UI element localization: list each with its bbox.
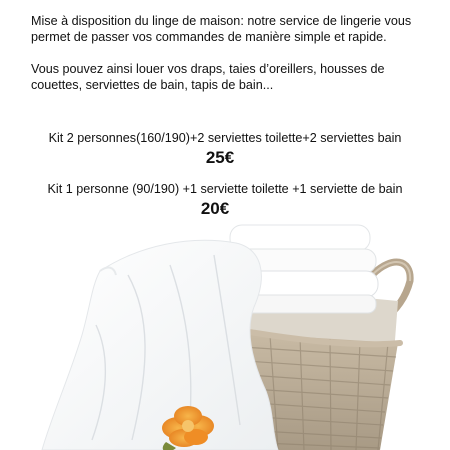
kit-two-persons-price: 25€ [205,148,235,167]
laundry-photo [0,215,450,450]
intro-paragraph-2: Vous pouvez ainsi louer vos draps, taies d’oreillers, housses de couettes, serviettes de bain, tapis de bain... [31,62,385,92]
kit-two-persons [0,130,450,168]
kit-one-person [0,181,450,219]
kit-one-person-price: 20€ [200,199,230,218]
intro-text [31,13,431,109]
kit-one-person-label: Kit 1 personne (90/190) +1 serviette toilette +1 serviette de bain [47,182,403,196]
kit-two-persons-label: Kit 2 personnes(160/190)+2 serviettes toilette+2 serviettes bain [48,131,402,145]
intro-paragraph-1: Mise à disposition du linge de maison: notre service de lingerie vous permet de passer vos commandes de manière simple et rapide. [31,14,412,44]
laundry-basket-icon [0,215,450,450]
